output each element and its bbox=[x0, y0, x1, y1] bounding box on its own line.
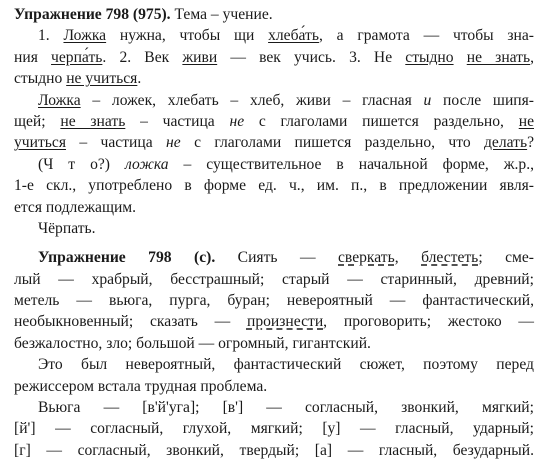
text-run: – частица bbox=[125, 112, 230, 130]
text-run: ния bbox=[14, 48, 52, 66]
text-run: щей; bbox=[14, 112, 61, 130]
section-gap bbox=[14, 239, 534, 247]
word-delat: делать bbox=[484, 134, 528, 152]
word-cherpat-note: Чёрпать. bbox=[38, 219, 96, 237]
synonyms-line-3: метель — вьюга, пурга, буран; невероятный — фантастический, bbox=[14, 292, 534, 310]
text-run: ; сме- bbox=[478, 249, 534, 267]
text-run: 1. bbox=[38, 27, 64, 45]
synonyms-line-5: безжалостно, зло; большой — огромный, гигантский. bbox=[14, 334, 371, 352]
text-run: (Ч т о?) bbox=[38, 155, 125, 173]
analysis-line-3: ется подлежащим. bbox=[14, 198, 137, 216]
phonetic-line-2: [й'] — согласный, глухой, мягкий; [у] — гласный, ударный; bbox=[14, 420, 534, 438]
exercise-number-1: Упражнение 798 (975). bbox=[14, 6, 171, 23]
exercise-number-2: Упражнение 798 (с). bbox=[38, 249, 216, 267]
word-lozhka-2: Ложка bbox=[38, 91, 81, 109]
word-ne-uchitsya: не учиться bbox=[66, 70, 138, 88]
text-run: необыкновенный; сказать — bbox=[14, 313, 247, 331]
word-zhivi: живи bbox=[182, 48, 218, 66]
word-ne-znat-2: не знать bbox=[60, 112, 126, 130]
text-run: — век учись. 3. Не bbox=[217, 48, 406, 66]
sentence-line-2: режиссером встала трудная проблема. bbox=[14, 377, 268, 395]
proverb-line-3 bbox=[14, 68, 534, 89]
word-blestet: блестеть bbox=[421, 249, 479, 267]
word-lozhka: Ложка bbox=[63, 27, 107, 45]
proverb-line-1 bbox=[14, 25, 534, 46]
word-hlebat: хлеба́ть bbox=[268, 27, 319, 45]
text-run: ? bbox=[527, 134, 535, 152]
analysis-line-2: 1-е скл., употреблено в форме ед. ч., им. п., в предложении явля- bbox=[14, 177, 534, 195]
word-sverkat: сверкать bbox=[338, 249, 395, 267]
text-run: стыдно bbox=[14, 70, 67, 88]
exercise-topic: Тема – учение. bbox=[170, 6, 273, 23]
word-lozhka-italic: ложка bbox=[124, 155, 169, 173]
word-proiznesti: произнести bbox=[246, 313, 324, 331]
word-ne-znat: не знать bbox=[466, 48, 531, 66]
text-run: , bbox=[530, 48, 535, 66]
text-run: , bbox=[394, 249, 422, 267]
text-run: , а грамота — чтобы зна- bbox=[318, 27, 535, 45]
particle-ne-2: не bbox=[518, 112, 534, 130]
synonyms-line-1 bbox=[14, 247, 534, 268]
word-cherpat: черпа́ть bbox=[51, 48, 103, 66]
text-run: Сиять — bbox=[215, 249, 339, 267]
explanation-line-1 bbox=[14, 90, 534, 111]
text-run: – частица bbox=[66, 134, 167, 152]
synonyms-line-2: лый — храбрый, бесстрашный; старый — старинный, древний; bbox=[14, 270, 534, 288]
text-run: , проговорить; жестоко — bbox=[323, 313, 535, 331]
textbook-page bbox=[14, 4, 534, 461]
text-run: с глаголами пишется раздельно, bbox=[244, 112, 519, 130]
exercise-heading-1 bbox=[14, 4, 534, 25]
letter-i: и bbox=[423, 91, 432, 109]
text-run: – ложек, хлебать – хлеб, живи – гласная bbox=[80, 91, 424, 109]
explanation-line-3 bbox=[14, 132, 534, 153]
word-uchitsya: учиться bbox=[14, 134, 67, 152]
phonetic-line-3: [г] — согласный, звонкий, твердый; [а] — гласный, безударный. bbox=[14, 441, 534, 459]
word-stydno: стыдно bbox=[405, 48, 454, 66]
particle-ne-3: не bbox=[166, 134, 181, 152]
analysis-line-1 bbox=[14, 154, 534, 175]
phonetic-line-1: Вьюга — [в'й'уга]; [в'] — согласный, звонкий, мягкий; bbox=[38, 399, 534, 417]
text-run: – существительное в начальной форме, ж.р., bbox=[168, 155, 535, 173]
explanation-line-2 bbox=[14, 111, 534, 132]
proverb-line-2 bbox=[14, 47, 534, 68]
sentence-line-1: Это был невероятный, фантастический сюжет, поэтому перед bbox=[38, 356, 534, 374]
text-run: . 2. Век bbox=[102, 48, 183, 66]
text-run: после шипя- bbox=[431, 91, 535, 109]
text-run bbox=[454, 49, 467, 66]
text-run: нужна, чтобы щи bbox=[106, 27, 269, 45]
text-run: . bbox=[137, 70, 142, 88]
text-run: с глаголами пишется раздельно, что bbox=[180, 134, 484, 152]
particle-ne: не bbox=[229, 112, 245, 130]
synonyms-line-4 bbox=[14, 311, 534, 332]
